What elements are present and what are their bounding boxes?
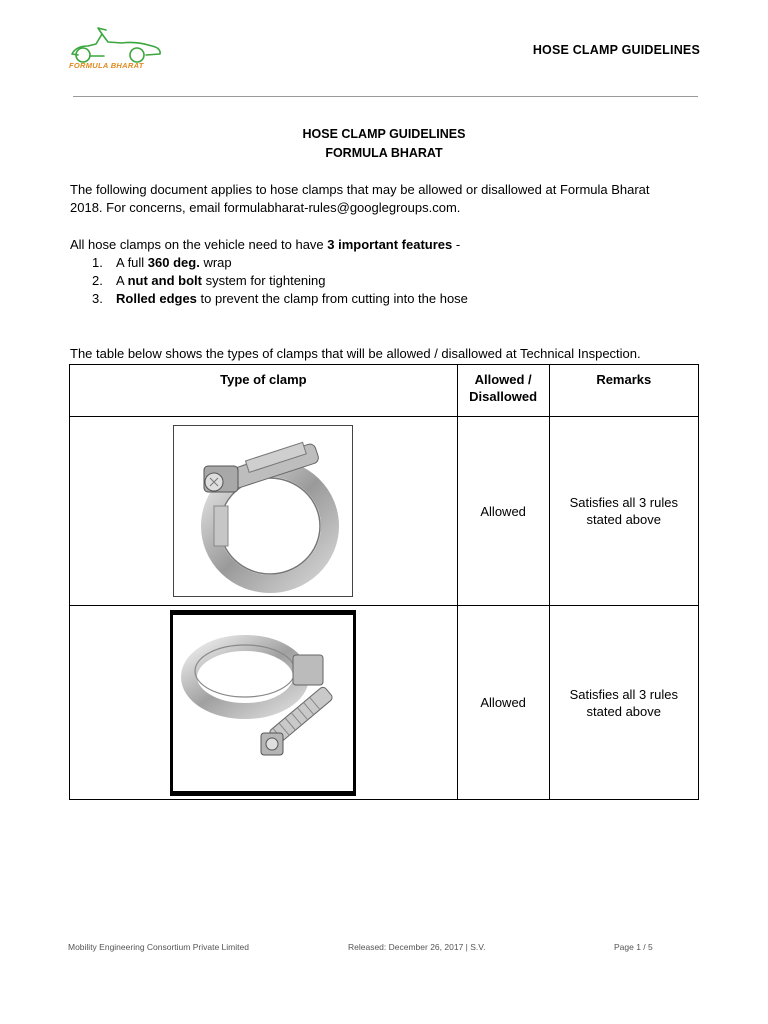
intro-paragraph <box>70 181 710 216</box>
column-header-remarks: Remarks <box>549 365 698 417</box>
status-cell: Allowed <box>457 606 549 800</box>
header-line: Allowed / <box>474 372 532 387</box>
list-bold: Rolled edges <box>116 291 197 306</box>
list-number: 2. <box>92 273 103 288</box>
clamp-image-cell <box>70 417 458 606</box>
status-cell: Allowed <box>457 417 549 606</box>
column-header-status <box>457 365 549 417</box>
list-text: A full <box>116 255 148 270</box>
intro-line: 2018. For concerns, email formulabharat-rules@googlegroups.com. <box>70 199 461 215</box>
document-subtitle: FORMULA BHARAT <box>325 146 443 160</box>
clamp-image-cell <box>70 606 458 800</box>
features-list <box>70 254 468 308</box>
intro-line: The following document applies to hose clamps that may be allowed or disallowed at Formula Bharat <box>70 182 650 197</box>
list-bold: 360 deg. <box>147 255 200 270</box>
footer-released: Released: December 26, 2017 | S.V. <box>348 942 486 952</box>
remarks-line: stated above <box>586 703 661 719</box>
clamp-table <box>69 364 699 800</box>
list-number: 1. <box>92 255 103 270</box>
header-title: HOSE CLAMP GUIDELINES <box>532 43 700 57</box>
remarks-line: stated above <box>586 512 661 527</box>
list-text: wrap <box>199 255 232 270</box>
features-intro <box>70 236 710 254</box>
remarks-line: Satisfies all 3 rules <box>569 686 678 702</box>
features-intro-bold: 3 important features <box>327 237 453 252</box>
features-intro-text: All hose clamps on the vehicle need to have <box>70 237 328 252</box>
logo-text: FORMULA BHARAT <box>69 61 144 70</box>
remarks-cell <box>549 606 698 800</box>
table-row <box>70 417 699 606</box>
mini-clamp-image <box>170 610 356 796</box>
list-number: 3. <box>92 291 103 306</box>
features-intro-suffix: - <box>452 237 461 252</box>
list-item <box>70 254 468 272</box>
list-item <box>70 290 468 308</box>
list-item <box>70 272 468 290</box>
table-header-row <box>70 365 699 417</box>
table-intro: The table below shows the types of clamps that will be allowed / disallowed at Technical Inspection. <box>70 346 641 361</box>
footer-company: Mobility Engineering Consortium Private Limited <box>68 942 249 952</box>
footer-page-number: Page 1 / 5 <box>614 942 653 952</box>
list-text: A <box>116 273 128 288</box>
table-row <box>70 606 699 800</box>
heavy-duty-clamp-image <box>173 425 353 597</box>
list-bold: nut and bolt <box>127 273 202 288</box>
document-title: HOSE CLAMP GUIDELINES <box>302 127 466 141</box>
remarks-line: Satisfies all 3 rules <box>569 495 678 510</box>
header-divider <box>73 96 698 97</box>
remarks-cell <box>549 417 698 606</box>
list-text: system for tightening <box>201 273 326 288</box>
header-line: Disallowed <box>469 389 538 404</box>
column-header-type: Type of clamp <box>70 365 458 417</box>
list-text: to prevent the clamp from cutting into the hose <box>196 291 468 306</box>
